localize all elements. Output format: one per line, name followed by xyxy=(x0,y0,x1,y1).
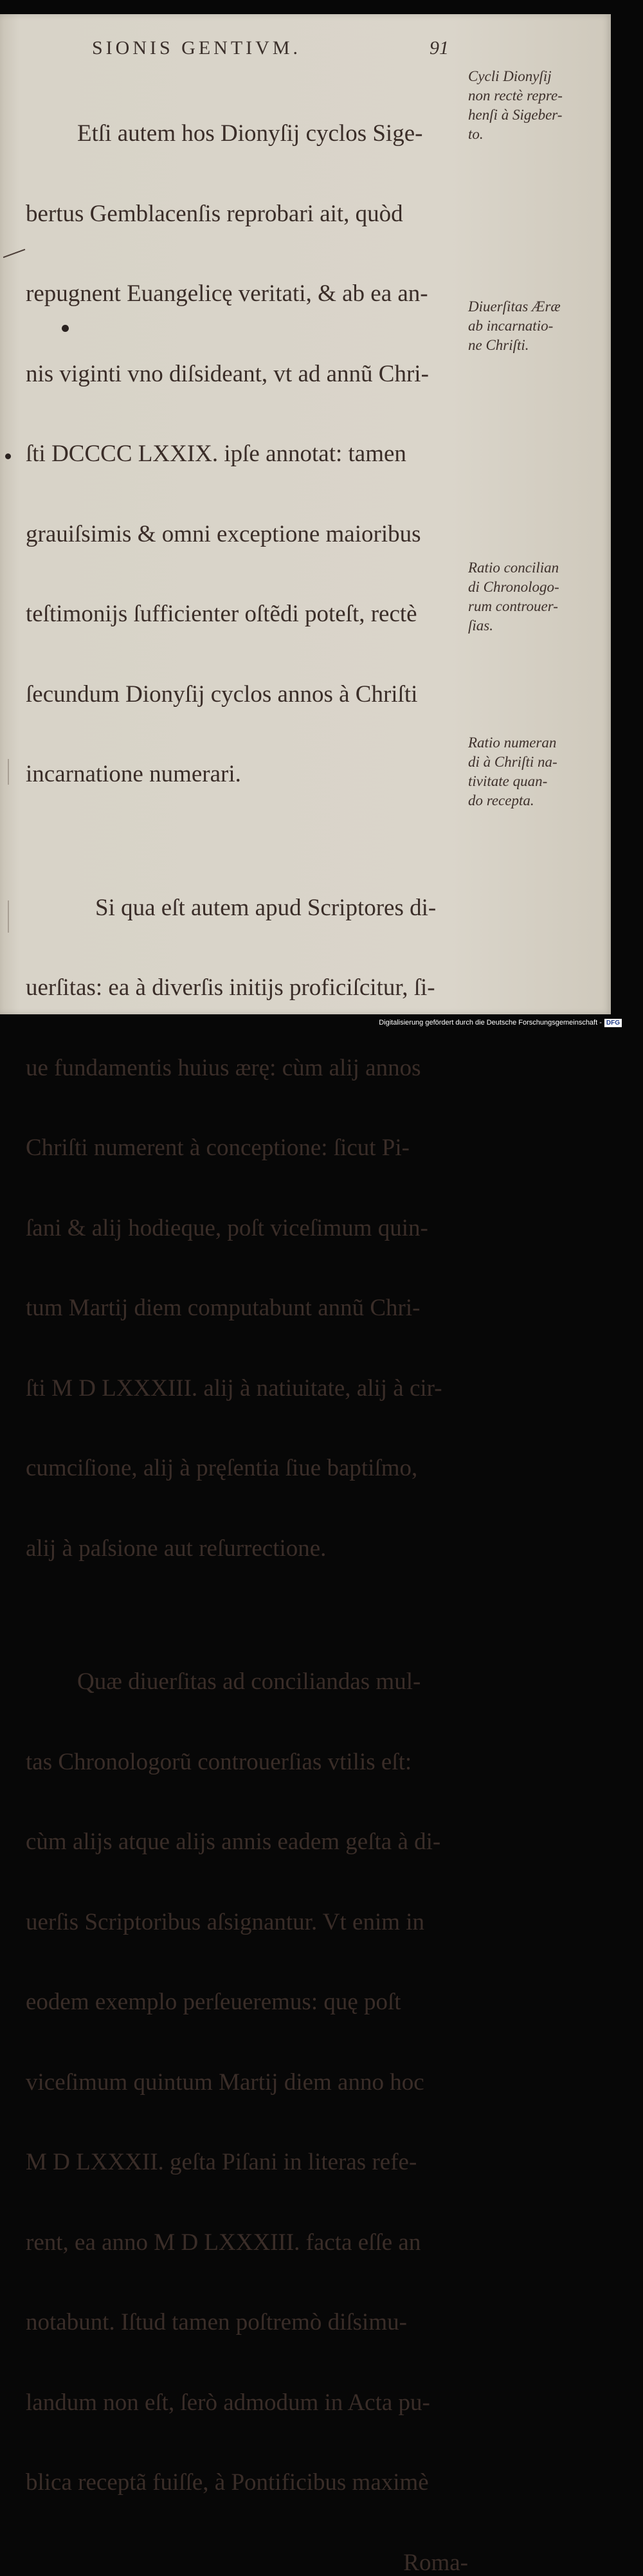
text-line: Si qua eſt autem apud Scriptores di- xyxy=(26,895,476,922)
running-title: SIONIS GENTIVM. xyxy=(92,37,375,63)
text-line: blica receptã fuiſſe, à Pontificibus maximè xyxy=(26,2469,476,2496)
marginal-line: non rectè repre- xyxy=(468,86,597,105)
page-number: 91 xyxy=(430,37,462,63)
text-line: incarnatione numerari. xyxy=(26,761,476,788)
text-line: nis viginti vno diſsideant, vt ad annũ Chri- xyxy=(26,361,476,388)
text-line: bertus Gemblacenſis reprobari ait, quòd xyxy=(26,201,476,228)
credit-text: Digitalisierung gefördert durch die Deutsche Forschungsgemeinschaft - xyxy=(379,1019,602,1027)
text-line: uerſitas: ea à diverſis initijs proficiſcitur, ſi- xyxy=(26,974,476,1001)
text-line: Chriſti numerent à conceptione: ſicut Pi- xyxy=(26,1135,476,1162)
marginal-line: Ratio concilian xyxy=(468,558,597,578)
text-line: Quæ diuerſitas ad conciliandas mul- xyxy=(26,1668,476,1695)
text-line: tas Chronologorũ controuerſias vtilis eſt: xyxy=(26,1749,476,1776)
marginal-line: di à Chriſti na- xyxy=(468,753,597,772)
text-line: rent, ea anno M D LXXXIII. facta eſſe an xyxy=(26,2229,476,2256)
page-edge-mark xyxy=(8,759,9,785)
paragraph-3 xyxy=(26,1615,476,2550)
text-line: grauiſsimis & omni exceptione maioribus xyxy=(26,521,476,548)
marginal-line: ab incarnatio- xyxy=(468,316,597,336)
catchword: Roma- xyxy=(26,2550,476,2576)
marginal-line: rum controuer- xyxy=(468,597,597,616)
text-line: cùm alijs atque alijs annis eadem geſta à di- xyxy=(26,1829,476,1856)
digitization-credit xyxy=(379,1017,622,1028)
text-line: uerſis Scriptoribus aſsignantur. Vt enim in xyxy=(26,1909,476,1936)
text-line: cumciſione, alij à pręſentia ſiue baptiſmo, xyxy=(26,1455,476,1482)
paragraph-1 xyxy=(26,67,476,841)
text-line: ſecundum Dionyſij cyclos annos à Chriſti xyxy=(26,681,476,708)
marginal-line: to. xyxy=(468,125,597,144)
marginal-line: Diuerſitas Æræ xyxy=(468,297,597,316)
dfg-logo: DFG xyxy=(604,1019,622,1027)
text-line: ſti M D LXXXIII. alij à natiuitate, alij à cir- xyxy=(26,1375,476,1402)
main-text-block xyxy=(26,67,476,877)
marginal-note-1 xyxy=(468,67,597,144)
marginal-line: ne Chriſti. xyxy=(468,336,597,355)
marginal-note-2 xyxy=(468,297,597,355)
marginal-line: Cycli Dionyſij xyxy=(468,67,597,86)
marginal-line: Ratio numeran xyxy=(468,733,597,753)
text-line: alij à paſsione aut reſurrectione. xyxy=(26,1535,476,1562)
marginal-note-4 xyxy=(468,733,597,810)
text-line: notabunt. Iſtud tamen poſtremò diſsimu- xyxy=(26,2309,476,2336)
text-line: Etſi autem hos Dionyſij cyclos Sige- xyxy=(26,120,476,147)
marginal-line: ſias. xyxy=(468,616,597,635)
paragraph-2 xyxy=(26,841,476,1616)
text-line: ue fundamentis huius ærę: cùm alij annos xyxy=(26,1055,476,1082)
page-edge-mark xyxy=(8,900,9,933)
marginal-line: henſi à Sigeber- xyxy=(468,105,597,125)
ink-dot-mark xyxy=(62,325,69,332)
marginal-line: di Chronologo- xyxy=(468,578,597,597)
text-line: ſani & alij hodieque, poſt viceſimum quin- xyxy=(26,1215,476,1242)
text-line: landum non eſt, ſerò admodum in Acta pu- xyxy=(26,2389,476,2416)
text-line: eodem exemplo perſeueremus: quę poſt xyxy=(26,1989,476,2016)
text-line: viceſimum quintum Martij diem anno hoc xyxy=(26,2069,476,2096)
marginal-note-3 xyxy=(468,558,597,635)
marginal-line: do recepta. xyxy=(468,791,597,810)
text-line: teſtimonijs ſufficienter oſtẽdi poteſt, rectè xyxy=(26,601,476,628)
text-line: ſti DCCCC LXXIX. ipſe annotat: tamen xyxy=(26,441,476,468)
text-line: tum Martij diem computabunt annũ Chri- xyxy=(26,1295,476,1322)
ink-dot-mark xyxy=(5,453,11,459)
text-line: M D LXXXII. geſta Piſani in literas refe- xyxy=(26,2149,476,2176)
marginal-line: tivitate quan- xyxy=(468,772,597,791)
text-line: repugnent Euangelicę veritati, & ab ea an- xyxy=(26,280,476,307)
